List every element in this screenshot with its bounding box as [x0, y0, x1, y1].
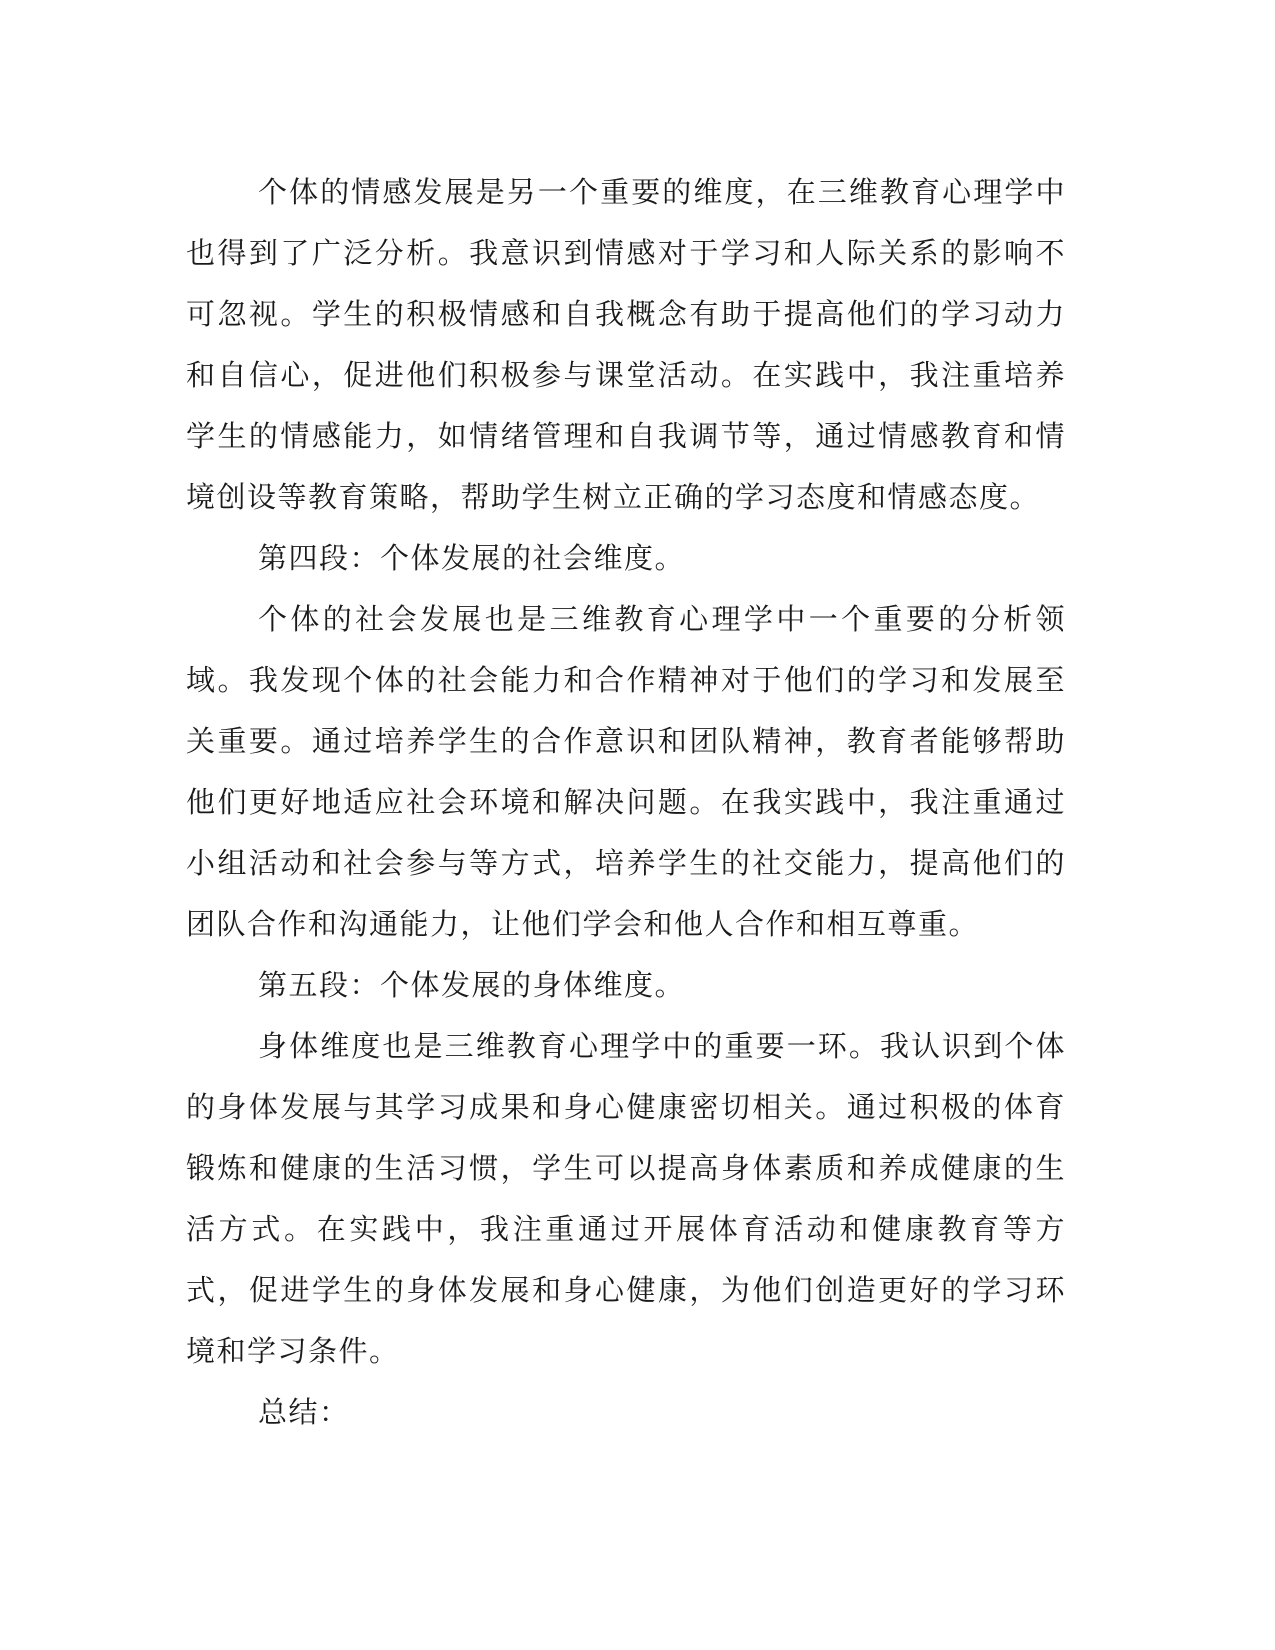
document-body: [186, 162, 1066, 1443]
summary-heading: 总结：: [258, 1395, 350, 1429]
section-heading-social: 第四段：个体发展的社会维度。: [258, 541, 686, 575]
paragraph-physical-development: 身体维度也是三维教育心理学中的重要一环。我认识到个体的身体发展与其学习成果和身心健康密切相关。通过积极的体育锻炼和健康的生活习惯，学生可以提高身体素质和养成健康的生活方式。在实践中，我注重通过开展体育活动和健康教育等方式，促进学生的身体发展和身心健康，为他们创造更好的学习环境和学习条件。: [186, 1029, 1066, 1368]
section-heading-physical: 第五段：个体发展的身体维度。: [258, 968, 686, 1002]
paragraph-social-development: 个体的社会发展也是三维教育心理学中一个重要的分析领域。我发现个体的社会能力和合作精神对于他们的学习和发展至关重要。通过培养学生的合作意识和团队精神，教育者能够帮助他们更好地适应社会环境和解决问题。在我实践中，我注重通过小组活动和社会参与等方式，培养学生的社交能力，提高他们的团队合作和沟通能力，让他们学会和他人合作和相互尊重。: [186, 602, 1066, 941]
paragraph-emotional-development: 个体的情感发展是另一个重要的维度，在三维教育心理学中也得到了广泛分析。我意识到情感对于学习和人际关系的影响不可忽视。学生的积极情感和自我概念有助于提高他们的学习动力和自信心，促进他们积极参与课堂活动。在实践中，我注重培养学生的情感能力，如情绪管理和自我调节等，通过情感教育和情境创设等教育策略，帮助学生树立正确的学习态度和情感态度。: [186, 175, 1066, 514]
